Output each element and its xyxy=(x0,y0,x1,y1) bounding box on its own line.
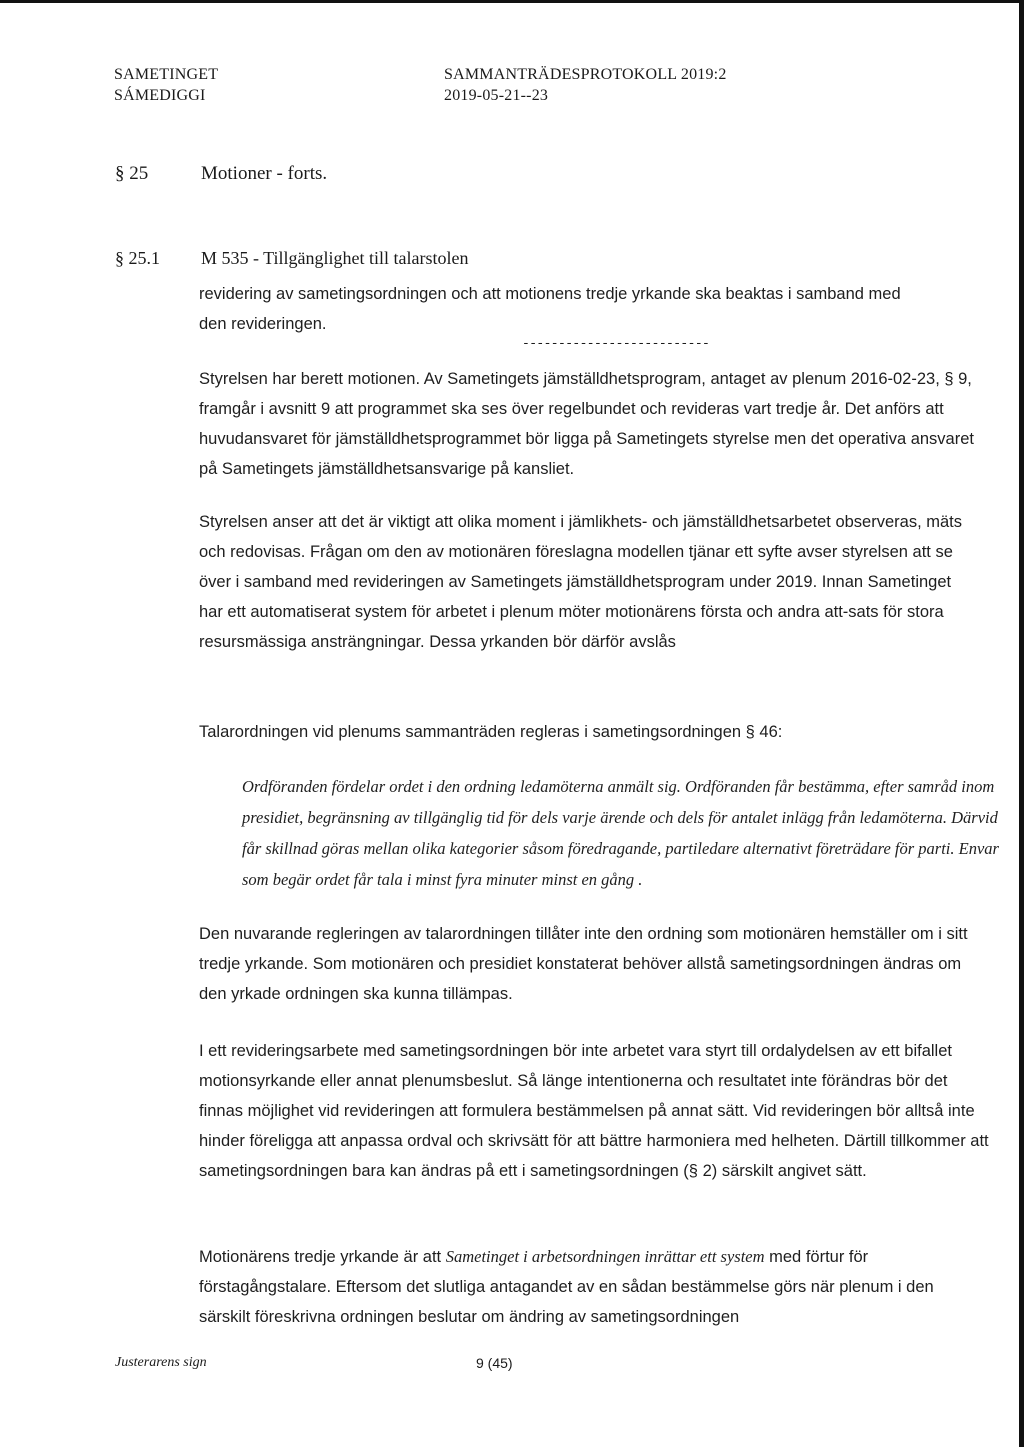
org-name-sami: SÁMEDIGGI xyxy=(114,87,206,104)
subsection-title: M 535 - Tillgänglighet till talarstolen xyxy=(201,248,469,268)
paragraph-6: I ett revideringsarbete med sametingsordningen bör inte arbetet vara styrt till ordalydelsen av ett bifallet motionsyrkande eller annat plenumsbeslut. Så länge intentionerna och resultatet inte förändras bör det finnas möjlighet vid revideringen att formulera bestämmelsen på annat sätt. Vid revideringen bör alltså inte hinder föreligga att anpassa ordval och skrivsätt för att bättre harmoniera med helheten. Därtill tillkommer att sametingsordningen bara kan ändras på ett i sametingsordningen (§ 2) särskilt angivet sätt. xyxy=(199,1042,989,1180)
signature-label: Justerarens sign xyxy=(115,1355,207,1370)
separator-line: -------------------------- xyxy=(522,336,710,351)
quoted-regulation: Ordföranden fördelar ordet i den ordning ledamöterna anmält sig. Ordföranden får bestämma, efter samråd inom presidiet, begränsning av tillgänglig tid för dels varje ärende och dels för antalet inlägg från ledamöterna. Därvid får skillnad göras mellan olika kategorier såsom föredragande, partiledare alternativt företrädare för parti. Envar som begär ordet får tala i minst fyra minuter minst en gång . xyxy=(242,777,999,889)
paragraph-3: Styrelsen anser att det är viktigt att olika moment i jämlikhets- och jämställdhetsarbetet observeras, mäts och redovisas. Frågan om den av motionären föreslagna modellen tjänar ett syfte avser styrelsen att se över i samband med revideringen av Sametingets jämställdhetsprogram under 2019. Innan Sametinget har ett automatiserat system för arbetet i plenum möter motionärens första och andra att-sats för stora resursmässiga ansträngningar. Dessa yrkanden bör därför avslås xyxy=(199,513,962,651)
paragraph-7-quoted-claim: Sametinget i arbetsordningen inrättar ett system xyxy=(445,1247,765,1266)
paragraph-2: Styrelsen har berett motionen. Av Sametingets jämställdhetsprogram, antaget av plenum 2016-02-23, § 9, framgår i avsnitt 9 att programmet ska ses över regelbundet och revideras vart tredje år. Det anförs att huvudansvaret för jämställdhetsprogrammet bör ligga på Sametingets styrelse men det operativa ansvaret på Sametingets jämställdhetsansvarige på kansliet. xyxy=(199,370,974,478)
header-organization xyxy=(114,64,218,106)
paragraph-7 xyxy=(199,1242,989,1332)
page-number: 9 (45) xyxy=(476,1355,513,1371)
scan-border-right xyxy=(1019,0,1024,1447)
paragraph-7-start: Motionärens tredje yrkande är att xyxy=(199,1248,446,1266)
scan-border-top xyxy=(0,0,1024,3)
document-title: SAMMANTRÄDESPROTOKOLL 2019:2 xyxy=(444,66,727,83)
header-document xyxy=(444,64,727,106)
paragraph-7-end: med förtur för förstagångstalare. Eftersom det slutliga antagandet av en sådan bestämmelse görs när plenum i den särskilt föreskrivna ordningen beslutar om ändring av sametingsordningen xyxy=(199,1248,934,1326)
document-date: 2019-05-21--23 xyxy=(444,87,549,104)
subsection-number: § 25.1 xyxy=(115,248,160,268)
paragraph-4: Talarordningen vid plenums sammanträden regleras i sametingsordningen § 46: xyxy=(199,723,783,741)
section-number: § 25 xyxy=(115,163,149,184)
org-name-swedish: SAMETINGET xyxy=(114,66,219,83)
section-title: Motioner - forts. xyxy=(201,163,328,184)
paragraph-1: revidering av sametingsordningen och att motionens tredje yrkande ska beaktas i samband med den revideringen. xyxy=(199,285,901,333)
paragraph-5: Den nuvarande regleringen av talarordningen tillåter inte den ordning som motionären hemställer om i sitt tredje yrkande. Som motionären och presidiet konstaterat behöver allstå sametingsordningen ändras om den yrkade ordningen ska kunna tillämpas. xyxy=(199,925,968,1003)
